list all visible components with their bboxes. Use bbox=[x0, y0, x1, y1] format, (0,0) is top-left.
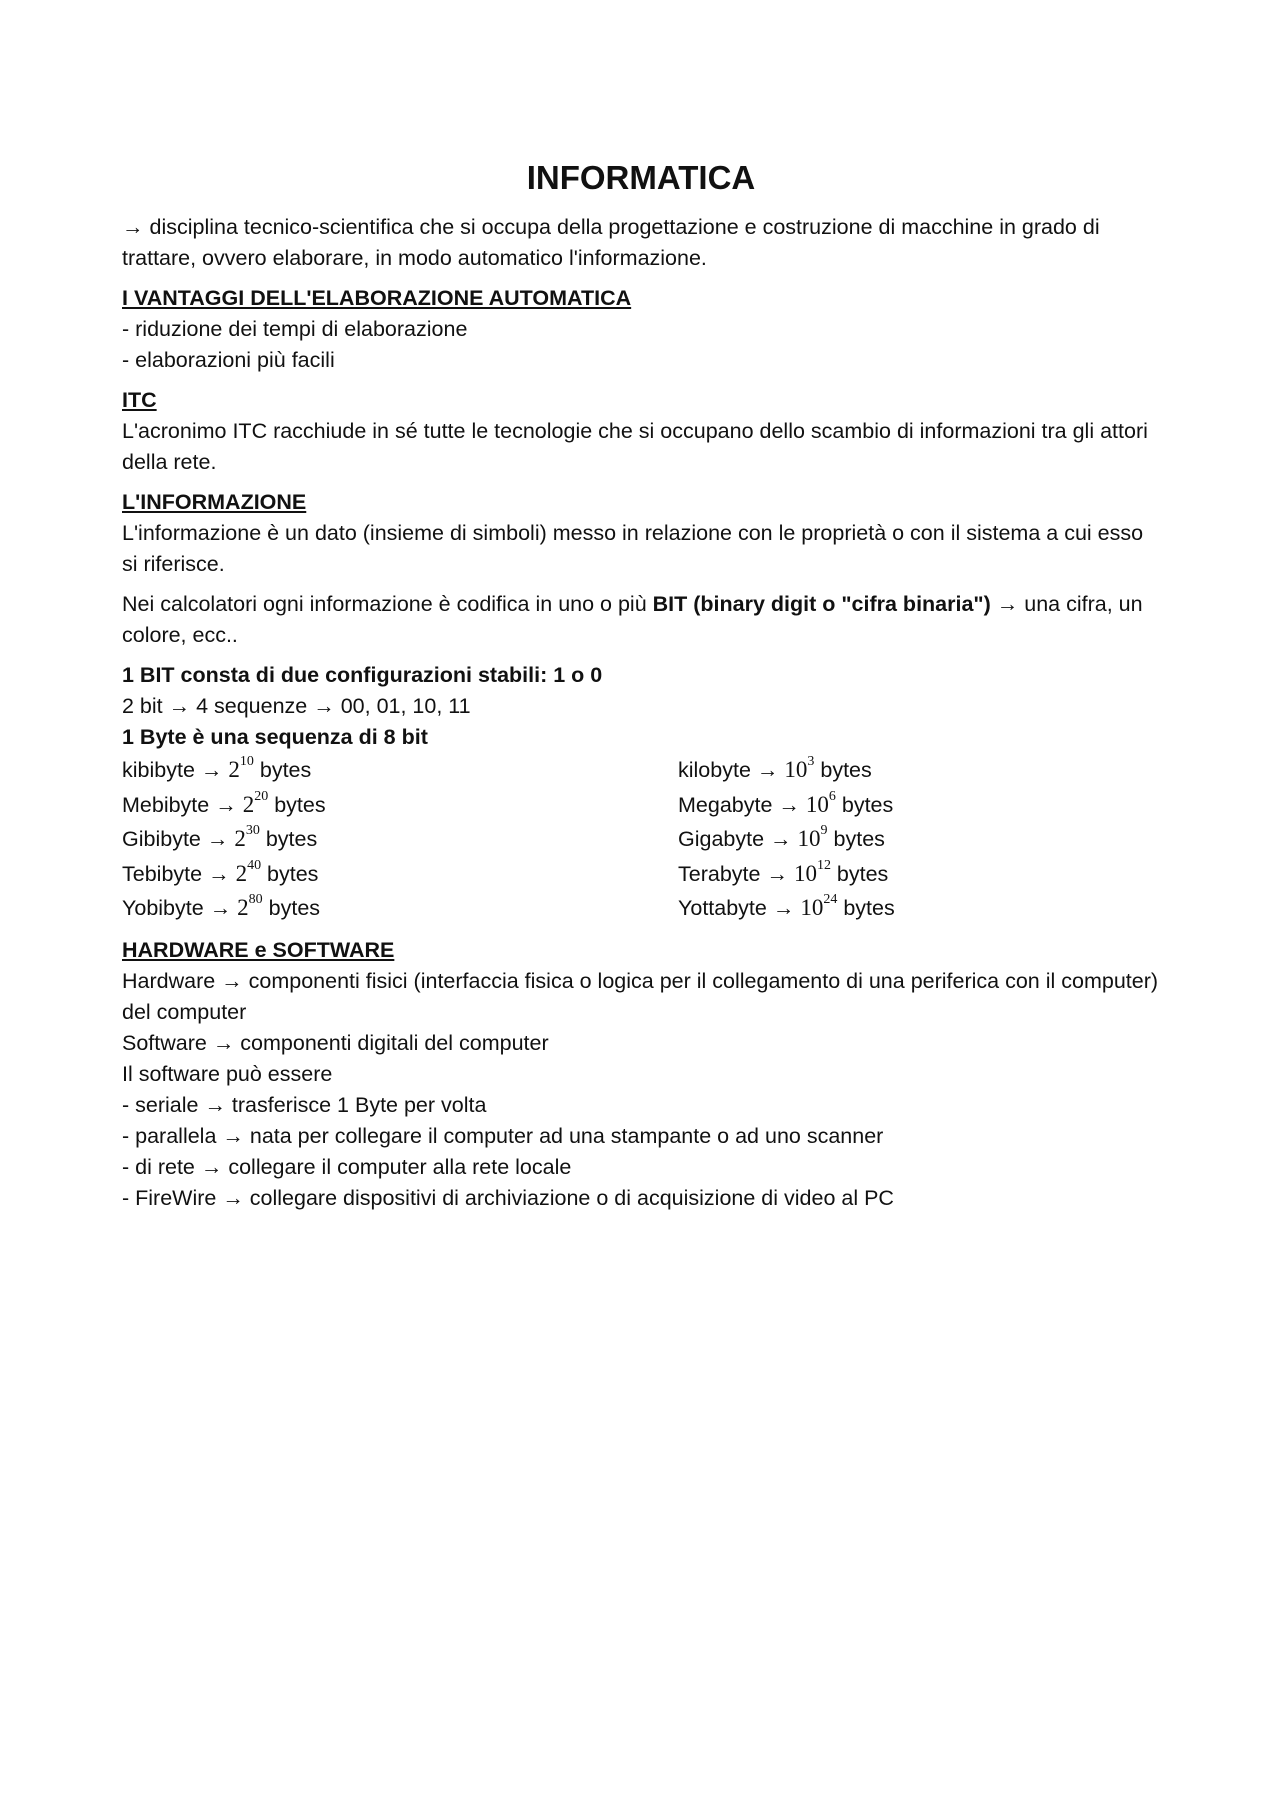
informazione-text: L'informazione è un dato (insieme di simboli) messo in relazione con le proprietà o con il sistema a cui esso si riferisce. bbox=[122, 521, 1144, 576]
intro-arrow: → bbox=[122, 215, 144, 239]
bit-facts bbox=[122, 660, 1160, 753]
unit-binary: Mebibyte → $2^{20}$ bytes bbox=[122, 788, 326, 817]
unit-decimal: Gigabyte → $10^9$ bytes bbox=[678, 823, 885, 851]
section-heading-informazione: L'INFORMAZIONE bbox=[122, 490, 307, 514]
bit-config: 1 BIT consta di due configurazioni stabili: 1 o 0 bbox=[122, 663, 603, 687]
list-item: Il software può essere bbox=[122, 1061, 333, 1086]
intro-text: disciplina tecnico-scientifica che si occupa della progettazione e costruzione di macchine in grado di trattare, ovvero elaborare, in modo automatico l'informazione. bbox=[122, 215, 1100, 270]
unit-decimal: Megabyte → $10^6$ bytes bbox=[678, 788, 894, 817]
list-item: - FireWire → collegare dispositivi di archiviazione o di acquisizione di video al PC bbox=[122, 1185, 894, 1210]
unit-decimal: kilobyte → $10^3$ bytes bbox=[678, 754, 872, 782]
bit-text-bold: BIT (binary digit o "cifra binaria") bbox=[652, 592, 991, 616]
section-heading-itc: ITC bbox=[122, 388, 157, 412]
page-title: INFORMATICA bbox=[526, 159, 756, 196]
section-hardware-software bbox=[122, 935, 1160, 1214]
unit-binary: Tebibyte → $2^{40}$ bytes bbox=[122, 857, 319, 886]
list-item: Hardware → componenti fisici (interfaccia fisica o logica per il collegamento di una periferica con il computer) del computer bbox=[122, 968, 1159, 1024]
section-heading-hardware-software: HARDWARE e SOFTWARE bbox=[122, 937, 395, 962]
bit-sequences: 2 bit → 4 sequenze → 00, 01, 10, 11 bbox=[122, 694, 471, 718]
unit-binary: kibibyte → $2^{10}$ bytes bbox=[122, 754, 312, 782]
units-table bbox=[122, 753, 1160, 926]
unit-decimal: Terabyte → $10^{12}$ bytes bbox=[678, 857, 889, 886]
section-informazione bbox=[122, 487, 1160, 580]
list-item: - seriale → trasferisce 1 Byte per volta bbox=[122, 1092, 487, 1117]
list-item: Software → componenti digitali del computer bbox=[122, 1030, 549, 1055]
byte-definition: 1 Byte è una sequenza di 8 bit bbox=[122, 725, 428, 749]
itc-text: L'acronimo ITC racchiude in sé tutte le tecnologie che si occupano dello scambio di informazioni tra gli attori della rete. bbox=[122, 419, 1148, 474]
bit-paragraph bbox=[122, 589, 1160, 651]
bit-text-post: → una cifra, un colore, ecc.. bbox=[122, 592, 1143, 647]
unit-binary: Yobibyte → $2^{80}$ bytes bbox=[122, 892, 321, 920]
section-vantaggi bbox=[122, 283, 1160, 376]
section-heading-vantaggi: I VANTAGGI DELL'ELABORAZIONE AUTOMATICA bbox=[122, 286, 632, 310]
intro-paragraph bbox=[122, 212, 1160, 274]
unit-binary: Gibibyte → $2^{30}$ bytes bbox=[122, 823, 318, 851]
list-item: - elaborazioni più facili bbox=[122, 348, 335, 372]
bit-text-pre: Nei calcolatori ogni informazione è codifica in uno o più bbox=[122, 592, 653, 616]
list-item: - riduzione dei tempi di elaborazione bbox=[122, 317, 468, 341]
list-item: - di rete → collegare il computer alla rete locale bbox=[122, 1154, 572, 1179]
unit-decimal: Yottabyte → $10^{24}$ bytes bbox=[678, 892, 895, 920]
list-item: - parallela → nata per collegare il computer ad una stampante o ad uno scanner bbox=[122, 1123, 884, 1148]
section-itc bbox=[122, 385, 1160, 478]
